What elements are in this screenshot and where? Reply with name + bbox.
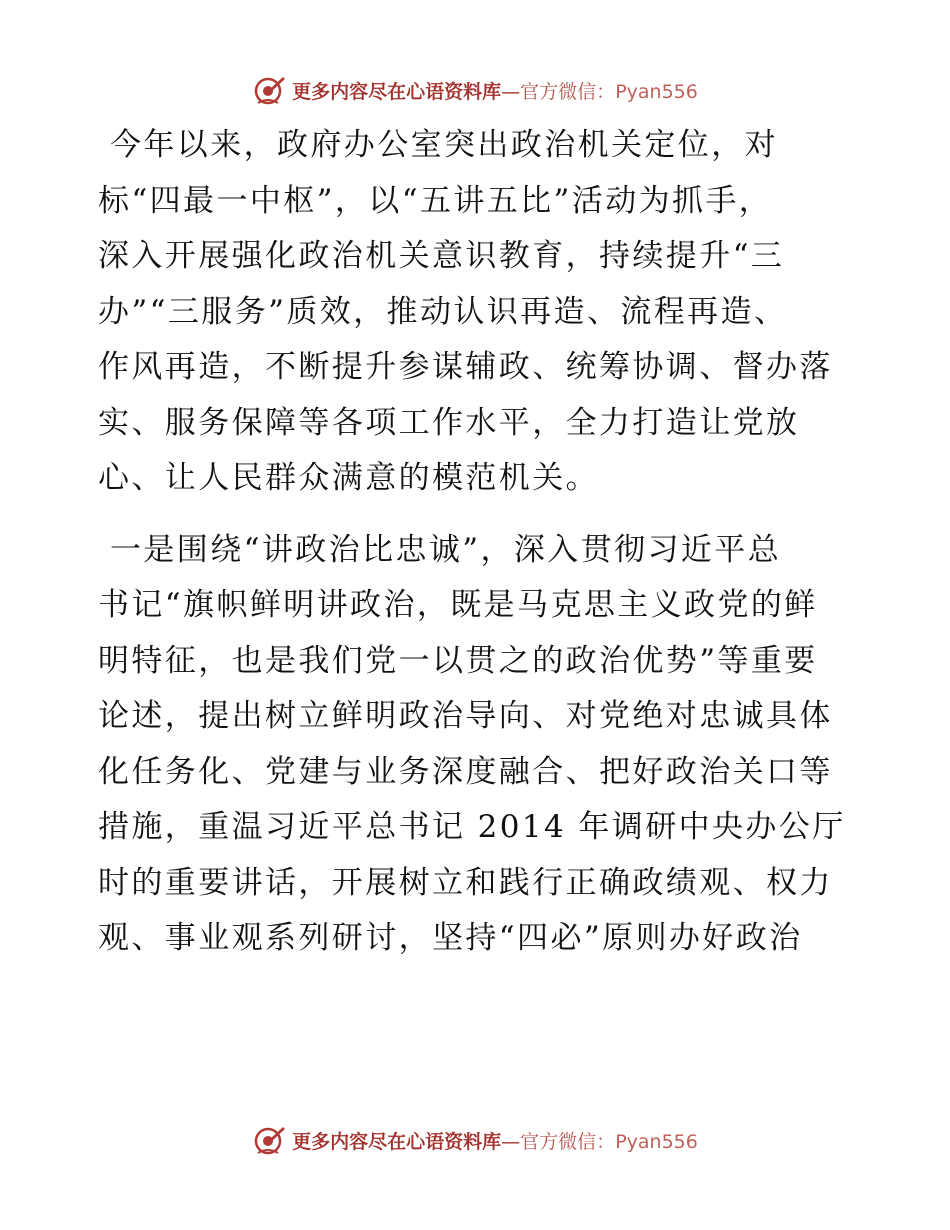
watermark-dash: — — [501, 1130, 521, 1153]
paragraph-spacer — [98, 507, 850, 523]
paragraph-line: 今年以来，政府办公室突出政治机关定位，对 — [110, 127, 778, 163]
watermark-text — [292, 77, 698, 104]
watermark-dash: — — [501, 80, 521, 103]
watermark-wechat-id: Pyan556 — [615, 1130, 698, 1153]
paragraph-line: 实、服务保障等各项工作水平，全力打造让党放 — [98, 404, 800, 441]
paragraph-1 — [98, 118, 850, 507]
paragraph-line: 措施，重温习近平总书记 2014 年调研中央办公厅 — [98, 809, 846, 845]
paragraph-line: 作风再造，不断提升参谋辅政、统筹协调、督办落 — [98, 349, 833, 385]
paragraph-line: 明特征，也是我们党一以贯之的政治优势”等重要 — [98, 642, 818, 679]
paragraph-line: 深入开展强化政治机关意识教育，持续提升“三 — [98, 238, 785, 274]
pen-logo-icon — [252, 1123, 286, 1157]
paragraph-line: 标“四最一中枢”，以“五讲五比”活动为抓手， — [98, 182, 773, 219]
paragraph-line: 书记“旗帜鲜明讲政治，既是马克思主义政党的鲜 — [98, 587, 818, 623]
paragraph-line: 时的重要讲话，开展树立和践行正确政绩观、权力 — [98, 864, 833, 901]
watermark-text — [292, 1127, 698, 1154]
paragraph-line: 论述，提出树立鲜明政治导向、对党绝对忠诚具体 — [98, 698, 833, 734]
paragraph-line: 办”“三服务”质效，推动认识再造、流程再造、 — [98, 293, 788, 330]
document-body — [98, 118, 850, 967]
pen-logo-icon — [252, 73, 286, 107]
watermark-wechat-id: Pyan556 — [615, 80, 698, 103]
paragraph-line: 心、让人民群众满意的模范机关。 — [98, 460, 599, 496]
paragraph-line: 化任务化、党建与业务深度融合、把好政治关口等 — [98, 753, 833, 790]
paragraph-line: 观、事业观系列研讨，坚持“四必”原则办好政治 — [98, 920, 803, 956]
watermark-wechat-label: 官方微信： — [520, 1130, 616, 1153]
paragraph-2 — [98, 523, 850, 967]
watermark-banner-bottom — [0, 1120, 950, 1160]
watermark-banner-top — [0, 70, 950, 110]
paragraph-line: 一是围绕“讲政治比忠诚”，深入贯彻习近平总 — [110, 531, 782, 568]
watermark-wechat-label: 官方微信： — [520, 80, 616, 103]
watermark-title: 更多内容尽在心语资料库 — [292, 80, 502, 103]
watermark-title: 更多内容尽在心语资料库 — [292, 1130, 502, 1153]
